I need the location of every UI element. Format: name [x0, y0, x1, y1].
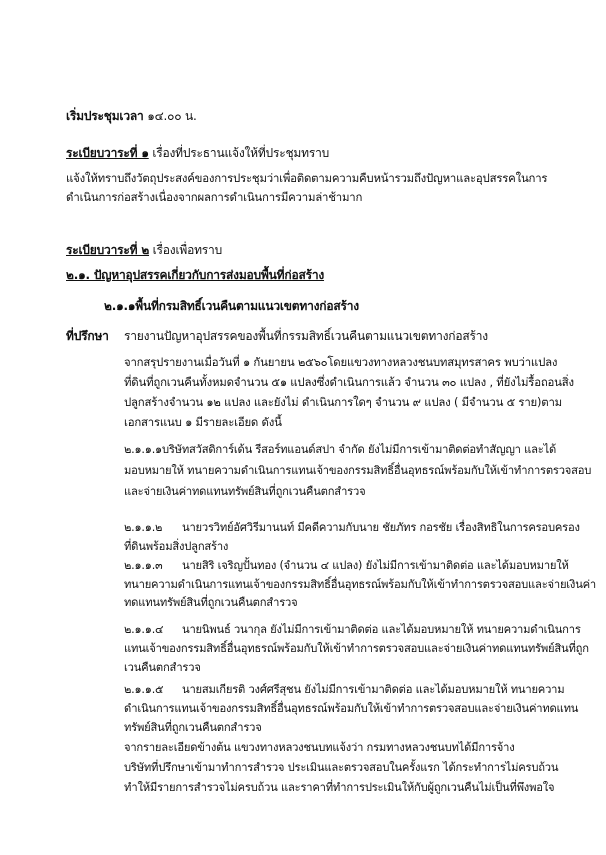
item-line: นายนิพนธ์ วนากุล ยังไม่มีการเข้ามาติดต่อ และได้มอบหมายให้ ทนายความดำเนินการ: [182, 623, 581, 636]
item-number: ๒.๑.๑.๔: [124, 623, 164, 636]
item-number: ๒.๑.๑.๕: [124, 683, 164, 696]
agenda1-body-line: ดำเนินการก่อสร้างเนื่องจากผลการดำเนินการมีความล่าช้ามาก: [66, 190, 363, 204]
summary-line: จากสรุปรายงานเมื่อวันที่ ๑ กันยายน ๒๕๖๐โดยแขวงทางหลวงชนบทสมุทรสาคร พบว่าแปลง: [124, 355, 558, 369]
section-heading: ๒.๑. ปัญหาอุปสรรคเกี่ยวกับการส่งมอบพื้นที่ก่อสร้าง: [66, 268, 325, 282]
item-line: นายวรวิทย์อัศวิรีมานนท์ มีคดีความกับนาย ชัยภัทร กอรชัย เรื่องสิทธิในการครอบครอง: [182, 521, 580, 534]
agenda1-heading-line: [66, 144, 329, 163]
item-line: และจ่ายเงินค่าทดแทนทรัพย์สินที่ถูกเวนคืนตกสำรวจ: [124, 485, 366, 498]
item-line: ทดแทนทรัพย์สินที่ถูกเวนคืนตกสำรวจ: [124, 596, 298, 609]
subsection-heading: ๒.๑.๑พื้นที่กรมสิทธิ์เวนคืนตามแนวเขตทางก่อสร้าง: [104, 299, 359, 313]
item-line: ดำเนินการแทนเจ้าของกรรมสิทธิ์อื่นอุทธรณ์พร้อมกับให้เข้าทำการตรวจสอบและจ่ายเงินค่าทดแทน: [124, 702, 579, 715]
start-time-label: เริ่มประชุมเวลา: [66, 109, 144, 123]
agenda1-body: [66, 169, 547, 207]
item-line: มอบหมายให้ ทนายความดำเนินการแทนเจ้าของกรรมสิทธิ์อื่นอุทธรณ์พร้อมกับให้เข้าทำการตรวจสอบ: [124, 464, 592, 477]
closing-paragraph: [124, 738, 558, 798]
item-2-1-1-3: [124, 557, 596, 613]
agenda1-title: เรื่องที่ประธานแจ้งให้ที่ประชุมทราบ: [152, 146, 330, 160]
item-line: เวนคืนตกสำรวจ: [124, 661, 201, 674]
item-line: ทนายความดำเนินการแทนเจ้าของกรรมสิทธิ์อื่นอุทธรณ์พร้อมกับให้เข้าทำการตรวจสอบและจ่ายเงินค่า: [124, 577, 597, 591]
summary-line: เอกสารแนบ ๑ มีรายละเอียด ดังนี้: [124, 415, 282, 429]
item-line: ๒.๑.๑.๑บริษัทสวัสดิการ์เด้น รีสอร์ทแอนด์สปา จำกัด ยังไม่มีการเข้ามาติดต่อทำสัญญา และได้: [124, 443, 557, 456]
agenda1-body-line: แจ้งให้ทราบถึงวัตถุประสงค์ของการประชุมว่าเพื่อติดตามความคืบหน้ารวมถึงปัญหาและอุปสรรคในการ: [66, 171, 548, 185]
summary-line: ที่ดินที่ถูกเวนคืนทั้งหมดจำนวน ๕๑ แปลงซึ่งดำเนินการแล้ว จำนวน ๓๐ แปลง , ที่ยังไม่รื้อถอนสิ่ง: [124, 375, 574, 389]
start-time-line: [66, 107, 197, 126]
closing-line: บริษัทที่ปรึกษาเข้ามาทำการสำรวจ ประเมินและตรวจสอบในครั้งแรก ได้กระทำการไม่ครบถ้วน: [124, 761, 559, 774]
advisor-label: ที่ปรึกษา: [66, 329, 109, 343]
advisor-text: รายงานปัญหาอุปสรรคของพื้นที่กรรมสิทธิ์เวนคืนตามแนวเขตทางก่อสร้าง: [124, 329, 488, 343]
item-2-1-1-2: [124, 518, 580, 556]
closing-line: จากรายละเอียดข้างต้น แขวงทางหลวงชนบทแจ้งว่า กรมทางหลวงชนบทได้มีการจ้าง: [124, 741, 515, 754]
agenda1-heading: ระเบียบวาระที่ ๑: [66, 146, 149, 160]
item-line: ที่ดินพร้อมสิ่งปลูกสร้าง: [124, 540, 229, 553]
summary-line: ปลูกสร้างจำนวน ๑๒ แปลง และยังไม่ ดำเนินการใดๆ จำนวน ๙ แปลง ( มีจำนวน ๕ ราย)ตาม: [124, 395, 562, 409]
agenda2-heading: ระเบียบวาระที่ ๒: [66, 243, 150, 257]
advisor-line: [66, 327, 109, 346]
item-number: ๒.๑.๑.๓: [124, 559, 163, 572]
item-line: ทรัพย์สินที่ถูกเวนคืนตกสำรวจ: [124, 721, 262, 734]
closing-line: ทำให้มีรายการสำรวจไม่ครบถ้วน และราคาที่ทำการประเมินให้กับผู้ถูกเวนคืนไม่เป็นที่พึงพอใจ: [124, 781, 555, 794]
agenda2-heading-line: [66, 241, 222, 260]
item-2-1-1-5: [124, 680, 578, 737]
summary-paragraph: [124, 352, 574, 432]
item-number: ๒.๑.๑.๒: [124, 521, 163, 534]
item-line: แทนเจ้าของกรรมสิทธิ์อื่นอุทธรณ์พร้อมกับให้เข้าทำการตรวจสอบและจ่ายเงินค่าทดแทนทรัพย์สินที่ถูก: [124, 642, 589, 655]
start-time-value: ๑๔.๐๐ น.: [147, 109, 197, 123]
item-2-1-1-1: [124, 439, 591, 502]
item-line: นายสิริ เจริญปั้นทอง (จำนวน ๔ แปลง) ยังไม่มีการเข้ามาติดต่อ และได้มอบหมายให้: [182, 559, 569, 572]
item-line: นายสมเกียรติ วงศ์ศรีสุชน ยังไม่มีการเข้ามาติดต่อ และได้มอบหมายให้ ทนายความ: [182, 683, 565, 696]
agenda2-title: เรื่องเพื่อทราบ: [152, 243, 222, 257]
item-2-1-1-4: [124, 620, 589, 677]
